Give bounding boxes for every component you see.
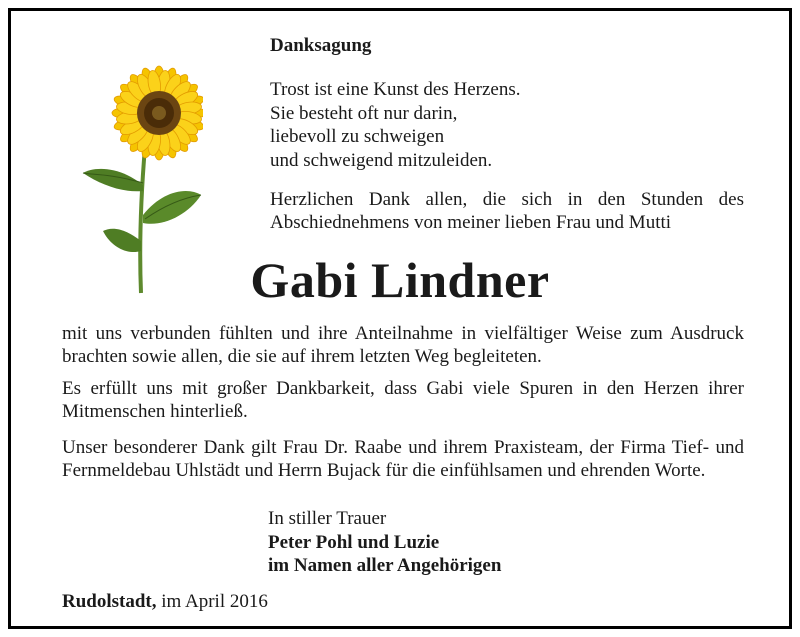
paragraph-gratitude: Es erfüllt uns mit großer Dankbarkeit, dass Gabi viele Spuren in den Herzen ihrer Mitmenschen hinterließ.: [62, 378, 744, 422]
paragraph-participation: mit uns verbunden fühlten und ihre Anteilnahme in vielfältiger Weise zum Ausdruck brachten sowie allen, die sie auf ihrem letzten Weg begleiteten.: [62, 323, 744, 367]
thanks-intro: Herzlichen Dank allen, die sich in den Stunden des Abschiednehmens von meiner lieben Frau und Mutti: [270, 189, 744, 233]
poem-line: Trost ist eine Kunst des Herzens.: [270, 79, 521, 100]
heading: Danksagung: [270, 35, 372, 56]
poem-line: und schweigend mitzuleiden.: [270, 149, 493, 171]
place-date: [62, 591, 268, 613]
obituary-card: [8, 8, 792, 629]
place: Rudolstadt,: [62, 591, 157, 612]
paragraph-special-thanks: Unser besonderer Dank gilt Frau Dr. Raabe und ihrem Praxisteam, der Firma Tief- und Fernmeldebau Uhlstädt und Herrn Bujack für die einfühlsamen und ehrenden Worte.: [62, 437, 744, 481]
signature-names: Peter Pohl und Luzie: [268, 531, 440, 553]
deceased-name: Gabi Lindner: [250, 252, 550, 308]
signature-family: im Namen aller Angehörigen: [268, 555, 502, 576]
sunflower-icon: [73, 55, 203, 297]
date: im April 2016: [161, 591, 268, 612]
poem: [270, 78, 521, 172]
signature-intro: In stiller Trauer: [268, 508, 387, 529]
poem-line: Sie besteht oft nur darin,: [270, 102, 458, 124]
poem-line: liebevoll zu schweigen: [270, 126, 445, 147]
signature: [268, 507, 501, 578]
